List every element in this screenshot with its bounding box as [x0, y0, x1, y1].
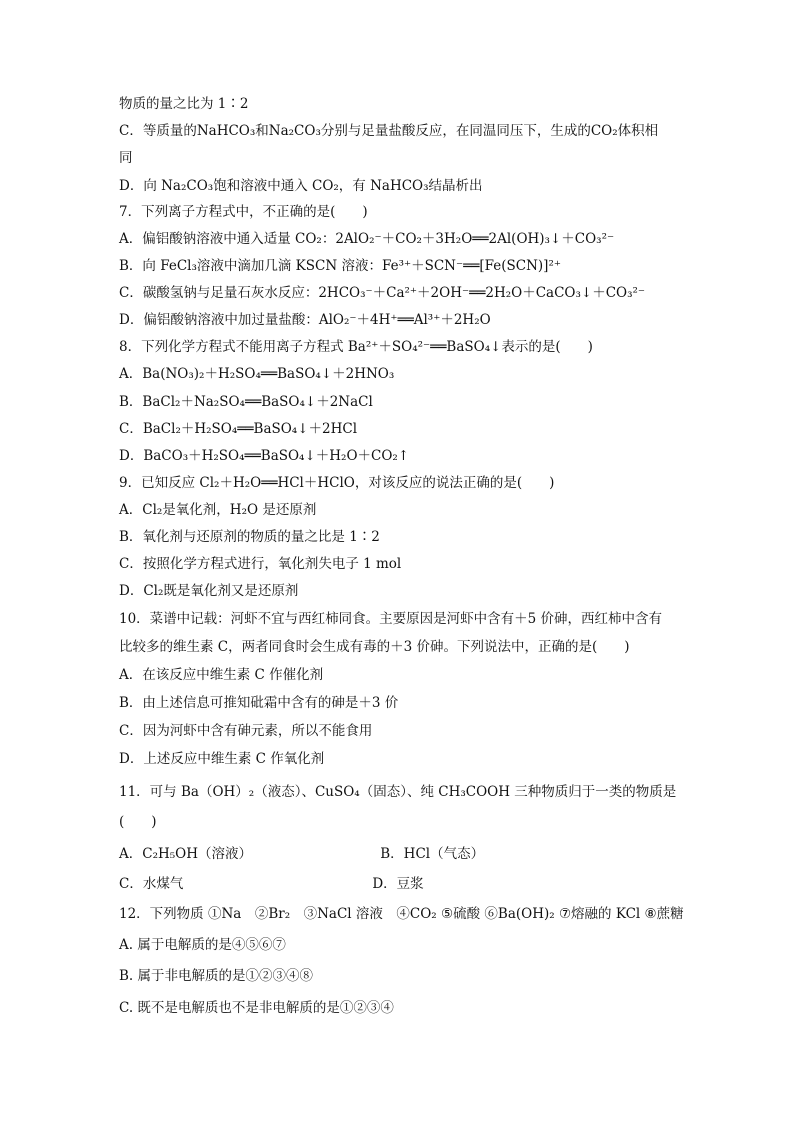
text-line: 9．已知反应 Cl₂＋H₂O══HCl＋HClO，对该反应的说法正确的是( ) [119, 475, 555, 491]
text-line: B．BaCl₂＋Na₂SO₄══BaSO₄↓＋2NaCl [119, 394, 373, 410]
text-line: 比较多的维生素 C，两者同食时会生成有毒的＋3 价砷。下列说法中，正确的是( ) [119, 639, 630, 655]
text-line: A. 属于电解质的是④⑤⑥⑦ [119, 937, 286, 953]
text-line: A．在该反应中维生素 C 作催化剂 [119, 667, 324, 683]
text-line: 物质的量之比为 1∶2 [119, 96, 249, 112]
text-line: B. 属于非电解质的是①②③④⑧ [119, 968, 314, 984]
text-line: C. 既不是电解质也不是非电解质的是①②③④ [119, 1000, 394, 1016]
text-line: C．因为河虾中含有砷元素，所以不能食用 [119, 723, 373, 739]
text-line: 10．菜谱中记载：河虾不宜与西红柿同食。主要原因是河虾中含有＋5 价砷，西红柿中含有 [119, 611, 663, 627]
text-line: B．氧化剂与还原剂的物质的量之比是 1∶2 [119, 529, 380, 545]
text-line: D．偏铝酸钠溶液中加过量盐酸：AlO₂⁻＋4H⁺══Al³⁺＋2H₂O [119, 312, 491, 328]
text-line: ( ) [119, 814, 157, 830]
text-line: B．向 FeCl₃溶液中滴加几滴 KSCN 溶液：Fe³⁺＋SCN⁻══[Fe(SCN)]²⁺ [119, 258, 561, 274]
text-line: 11．可与 Ba（OH）₂（液态）、CuSO₄（固态）、纯 CH₃COOH 三种物质归于一类的物质是 [119, 784, 677, 800]
text-line: C．BaCl₂＋H₂SO₄══BaSO₄↓＋2HCl [119, 421, 358, 437]
text-line: 8．下列化学方程式不能用离子方程式 Ba²⁺＋SO₄²⁻══BaSO₄↓表示的是( ) [119, 339, 593, 355]
text-line: C．水煤气 D．豆浆 [119, 876, 424, 892]
text-line: A．Cl₂是氧化剂，H₂O 是还原剂 [119, 502, 317, 518]
text-line: 7．下列离子方程式中，不正确的是( ) [119, 204, 368, 220]
text-line: C．碳酸氢钠与足量石灰水反应：2HCO₃⁻＋Ca²⁺＋2OH⁻══2H₂O＋CaCO₃↓＋CO₃²⁻ [119, 285, 646, 301]
text-line: 12．下列物质 ①Na ②Br₂ ③NaCl 溶液 ④CO₂ ⑤硫酸 ⑥Ba(OH)₂ ⑦熔融的 KCl ⑧蔗糖 [119, 906, 684, 922]
text-line: A．Ba(NO₃)₂＋H₂SO₄══BaSO₄↓＋2HNO₃ [119, 366, 395, 382]
text-line: C．等质量的NaHCO₃和Na₂CO₃分别与足量盐酸反应，在同温同压下，生成的CO₂体积相 [119, 123, 659, 139]
text-line: 同 [119, 150, 133, 166]
text-line: A．偏铝酸钠溶液中通入适量 CO₂：2AlO₂⁻＋CO₂＋3H₂O══2Al(OH)₃↓＋CO₃²⁻ [119, 231, 615, 247]
text-line: D．向 Na₂CO₃饱和溶液中通入 CO₂，有 NaHCO₃结晶析出 [119, 178, 483, 194]
text-line: C．按照化学方程式进行，氧化剂失电子 1 mol [119, 556, 402, 572]
text-line: D．Cl₂既是氧化剂又是还原剂 [119, 583, 299, 599]
text-line: B．由上述信息可推知砒霜中含有的砷是＋3 价 [119, 695, 399, 711]
text-line: D．BaCO₃＋H₂SO₄══BaSO₄↓＋H₂O＋CO₂↑ [119, 448, 410, 464]
text-line: D．上述反应中维生素 C 作氧化剂 [119, 751, 325, 767]
text-line: A．C₂H₅OH（溶液） B．HCl（气态） [119, 846, 485, 862]
